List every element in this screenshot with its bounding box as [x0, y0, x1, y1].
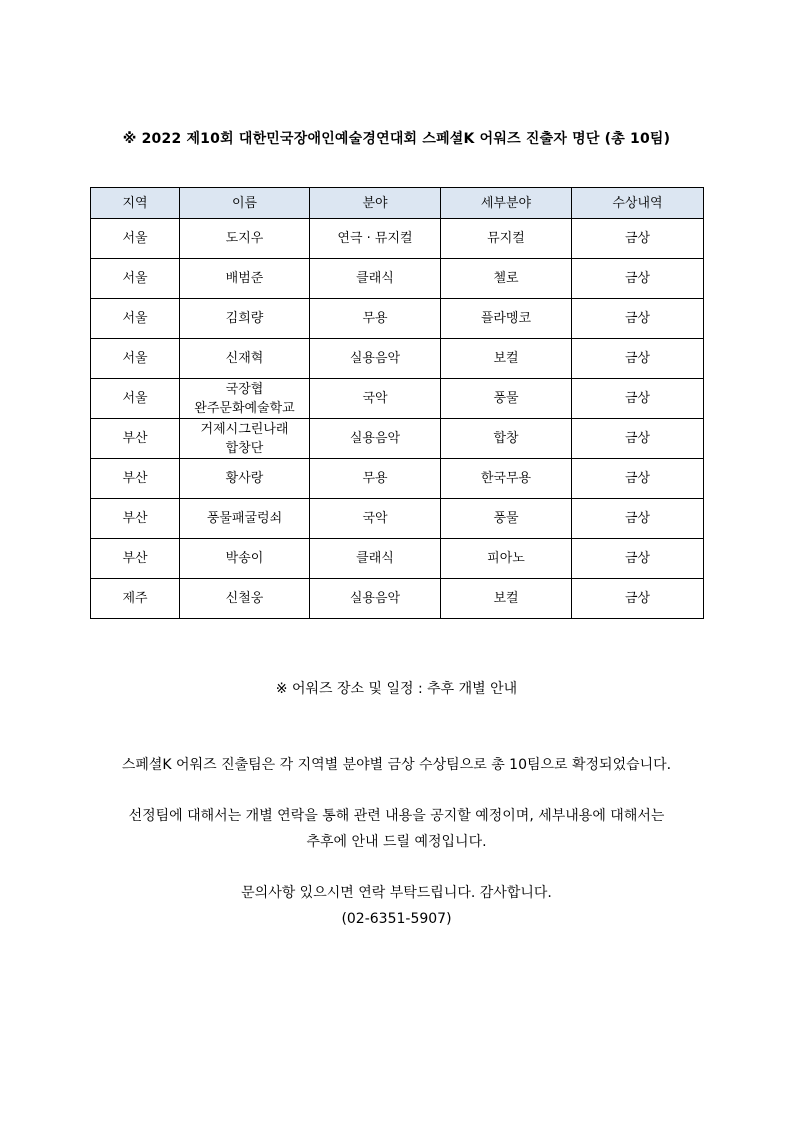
cell-award: 금상: [572, 419, 704, 459]
contact-plan-line-2: 추후에 안내 드릴 예정입니다.: [306, 834, 487, 850]
cell-region: 서울: [91, 219, 180, 259]
cell-subfield: 첼로: [441, 259, 572, 299]
cell-award: 금상: [572, 379, 704, 419]
header-name: 이름: [180, 188, 310, 219]
cell-subfield: 뮤지컬: [441, 219, 572, 259]
cell-region: 제주: [91, 579, 180, 619]
cell-award: 금상: [572, 299, 704, 339]
contact-plan-line-1: 선정팀에 대해서는 개별 연락을 통해 관련 내용을 공지할 예정이며, 세부내용에 대해서는: [128, 808, 665, 824]
document-title: ※ 2022 제10회 대한민국장애인예술경연대회 스페셜K 어워즈 진출자 명단 (총 10팀): [122, 131, 671, 147]
cell-region: 서울: [91, 379, 180, 419]
cell-field: 실용음악: [310, 339, 441, 379]
table-body: [91, 219, 704, 619]
phone-number: (02-6351-5907): [341, 911, 452, 927]
cell-award: 금상: [572, 579, 704, 619]
table-row: [91, 379, 704, 419]
table-row: [91, 299, 704, 339]
cell-name: 황사랑: [180, 459, 310, 499]
table-row: [91, 339, 704, 379]
cell-region: 부산: [91, 419, 180, 459]
cell-region: 서울: [91, 339, 180, 379]
table-row: [91, 219, 704, 259]
inquiry-text: 문의사항 있으시면 연락 부탁드립니다. 감사합니다.: [241, 885, 552, 901]
cell-subfield: 합창: [441, 419, 572, 459]
header-subfield: 세부분야: [441, 188, 572, 219]
cell-field: 실용음악: [310, 579, 441, 619]
cell-subfield: 보컬: [441, 339, 572, 379]
cell-name: 국장협 완주문화예술학교: [180, 379, 310, 419]
cell-name: 신철웅: [180, 579, 310, 619]
table-row: [91, 579, 704, 619]
finalists-paragraph: 스페셜K 어워즈 진출팀은 각 지역별 분야별 금상 수상팀으로 총 10팀으로 확정되었습니다.: [121, 757, 672, 773]
table-row: [91, 259, 704, 299]
cell-region: 서울: [91, 259, 180, 299]
cell-subfield: 피아노: [441, 539, 572, 579]
cell-award: 금상: [572, 339, 704, 379]
cell-region: 부산: [91, 459, 180, 499]
cell-subfield: 풍물: [441, 379, 572, 419]
table-row: [91, 419, 704, 459]
table-row: [91, 539, 704, 579]
cell-award: 금상: [572, 539, 704, 579]
cell-name: 박송이: [180, 539, 310, 579]
cell-award: 금상: [572, 499, 704, 539]
cell-name: 김희량: [180, 299, 310, 339]
inquiry-paragraph: [0, 880, 793, 932]
cell-region: 부산: [91, 499, 180, 539]
cell-field: 무용: [310, 299, 441, 339]
table-row: [91, 459, 704, 499]
cell-subfield: 플라멩코: [441, 299, 572, 339]
cell-region: 부산: [91, 539, 180, 579]
cell-subfield: 보컬: [441, 579, 572, 619]
cell-field: 무용: [310, 459, 441, 499]
contact-plan-paragraph: [0, 803, 793, 855]
cell-field: 클래식: [310, 539, 441, 579]
cell-name: 풍물패굴렁쇠: [180, 499, 310, 539]
header-region: 지역: [91, 188, 180, 219]
cell-name: 거제시그린나래 합창단: [180, 419, 310, 459]
cell-award: 금상: [572, 259, 704, 299]
cell-field: 국악: [310, 379, 441, 419]
cell-field: 클래식: [310, 259, 441, 299]
cell-subfield: 한국무용: [441, 459, 572, 499]
table-row: [91, 499, 704, 539]
cell-region: 서울: [91, 299, 180, 339]
cell-award: 금상: [572, 219, 704, 259]
schedule-notice: ※ 어워즈 장소 및 일정 : 추후 개별 안내: [275, 681, 518, 697]
winners-table: [90, 187, 704, 619]
cell-award: 금상: [572, 459, 704, 499]
table-header-row: [91, 188, 704, 219]
cell-field: 국악: [310, 499, 441, 539]
header-award: 수상내역: [572, 188, 704, 219]
cell-name: 배범준: [180, 259, 310, 299]
header-field: 분야: [310, 188, 441, 219]
cell-field: 연극 · 뮤지컬: [310, 219, 441, 259]
cell-name: 신재혁: [180, 339, 310, 379]
cell-subfield: 풍물: [441, 499, 572, 539]
cell-name: 도지우: [180, 219, 310, 259]
cell-field: 실용음악: [310, 419, 441, 459]
